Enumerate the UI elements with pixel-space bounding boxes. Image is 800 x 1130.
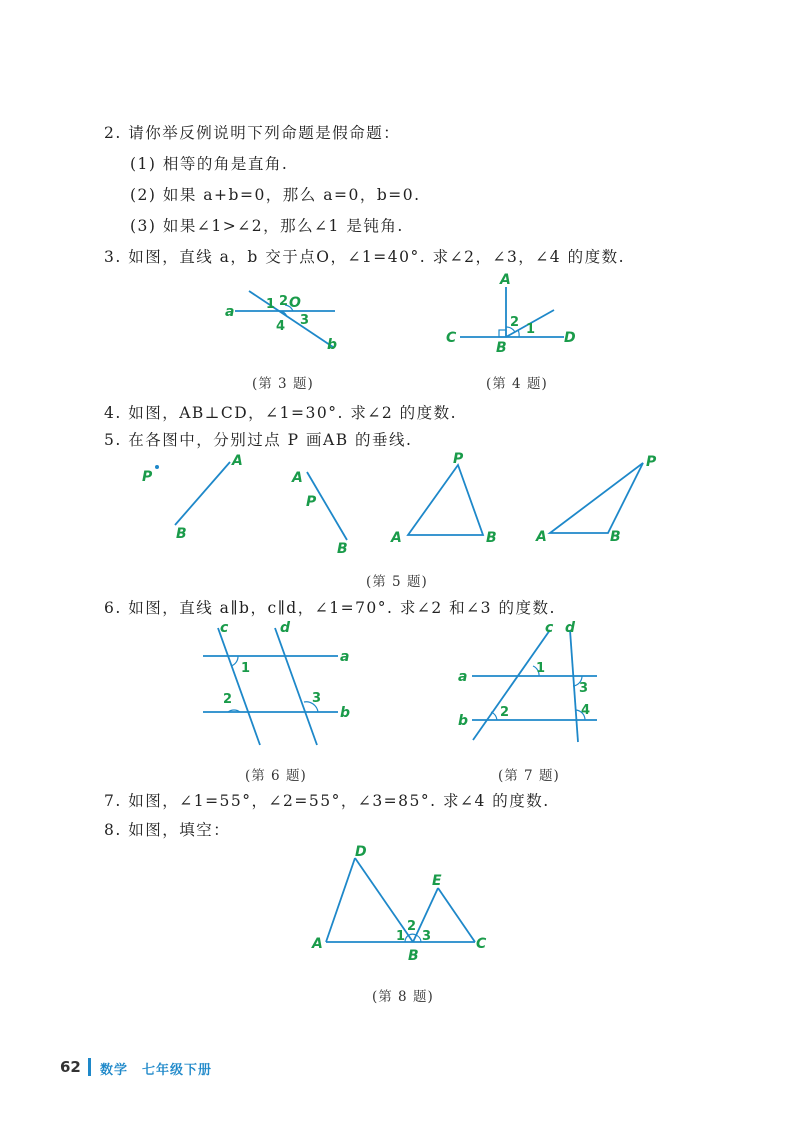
fig4-angle-1: 1: [526, 322, 536, 337]
fig5d-label-P: P: [646, 454, 657, 470]
fig6-label-d: d: [280, 620, 291, 636]
fig4-caption: (第 4 题): [486, 376, 548, 392]
book-title: 数学 七年级下册: [100, 1063, 213, 1078]
figure-8: [310, 840, 500, 965]
fig6-angle-1: 1: [241, 661, 251, 676]
fig7-caption: (第 7 题): [498, 768, 560, 784]
fig3-angle-3: 3: [300, 313, 310, 328]
fig8-segment-AD: [326, 858, 355, 942]
fig8-angle-2: 2: [407, 919, 417, 934]
fig8-label-E: E: [432, 873, 442, 889]
fig8-segment-EC: [438, 888, 475, 942]
fig5d-label-B: B: [610, 529, 621, 545]
fig5b-label-P: P: [306, 494, 317, 510]
fig5d-triangle: [550, 463, 643, 533]
footer-divider: [88, 1058, 91, 1076]
fig7-label-a: a: [458, 669, 468, 685]
figure-6: [200, 620, 360, 750]
fig5c-label-A: A: [391, 530, 402, 546]
figure-7: [455, 620, 615, 750]
fig6-label-c: c: [220, 620, 229, 636]
q5-stem: 5. 在各图中，分别过点 P 画AB 的垂线.: [104, 431, 413, 449]
fig7-angle-1: 1: [536, 661, 546, 676]
fig6-label-b: b: [340, 705, 351, 721]
fig7-line-c: [473, 630, 550, 740]
fig5c-label-P: P: [453, 451, 464, 467]
fig7-label-d: d: [565, 620, 576, 636]
fig5d-label-A: A: [536, 529, 547, 545]
fig4-label-D: D: [564, 330, 576, 346]
fig5b-label-B: B: [337, 541, 348, 557]
fig6-angle-2: 2: [223, 692, 233, 707]
fig7-label-b: b: [458, 713, 469, 729]
fig5-caption: (第 5 题): [366, 574, 428, 590]
fig8-caption: (第 8 题): [372, 989, 434, 1005]
figure-3: [225, 285, 355, 355]
fig8-label-C: C: [476, 936, 487, 952]
fig7-angle-3: 3: [579, 681, 589, 696]
q4-stem: 4. 如图，AB⊥CD，∠1=30°. 求∠2 的度数.: [104, 404, 458, 422]
fig8-label-B: B: [408, 948, 419, 964]
fig3-angle-2: 2: [279, 294, 289, 309]
fig3-label-a: a: [225, 304, 235, 320]
q7-stem: 7. 如图，∠1=55°，∠2=55°，∠3=85°. 求∠4 的度数.: [104, 792, 550, 810]
fig5a-segment-AB: [175, 462, 230, 525]
fig3-angle-4: 4: [276, 319, 286, 334]
fig7-angle-4: 4: [581, 703, 591, 718]
q2-item-1: (1) 相等的角是直角.: [130, 155, 289, 173]
figure-4: [446, 272, 586, 356]
fig3-label-b: b: [327, 337, 338, 353]
fig6-line-d: [275, 628, 317, 745]
fig5c-label-B: B: [486, 530, 497, 546]
q2-item-3: (3) 如果∠1>∠2，那么∠1 是钝角.: [130, 217, 404, 235]
fig4-label-A: A: [500, 272, 511, 288]
fig8-label-D: D: [355, 844, 367, 860]
fig6-angle-3: 3: [312, 691, 322, 706]
fig5c-triangle: [408, 465, 483, 535]
q6-stem: 6. 如图，直线 a∥b，c∥d，∠1=70°. 求∠2 和∠3 的度数.: [104, 599, 556, 617]
fig5a-label-A: A: [232, 453, 243, 469]
fig6-label-a: a: [340, 649, 350, 665]
q2-stem: 2. 请你举反例说明下列命题是假命题：: [104, 124, 401, 142]
fig3-angle-1: 1: [266, 297, 276, 312]
page-number: 62: [60, 1058, 81, 1076]
q3-stem: 3. 如图，直线 a，b 交于点O，∠1=40°. 求∠2，∠3，∠4 的度数.: [104, 248, 626, 266]
fig3-caption: (第 3 题): [252, 376, 314, 392]
fig4-label-B: B: [496, 340, 507, 356]
q8-stem: 8. 如图，填空：: [104, 821, 231, 839]
fig5a-point-P: [155, 465, 159, 469]
fig6-line-c: [218, 628, 260, 745]
fig3-label-O: O: [289, 295, 301, 311]
fig8-label-A: A: [312, 936, 323, 952]
fig8-angle-1: 1: [396, 929, 406, 944]
q2-item-2: (2) 如果 a+b=0，那么 a=0，b=0.: [130, 186, 421, 204]
fig5a-label-P: P: [142, 469, 153, 485]
fig7-angle-2: 2: [500, 705, 510, 720]
fig8-angle-3: 3: [422, 929, 432, 944]
fig7-label-c: c: [545, 620, 554, 636]
fig4-label-C: C: [446, 330, 457, 346]
fig4-angle-2: 2: [510, 315, 520, 330]
fig5a-label-B: B: [176, 526, 187, 542]
fig5b-label-A: A: [292, 470, 303, 486]
fig6-caption: (第 6 题): [245, 768, 307, 784]
figure-5: [140, 450, 680, 560]
